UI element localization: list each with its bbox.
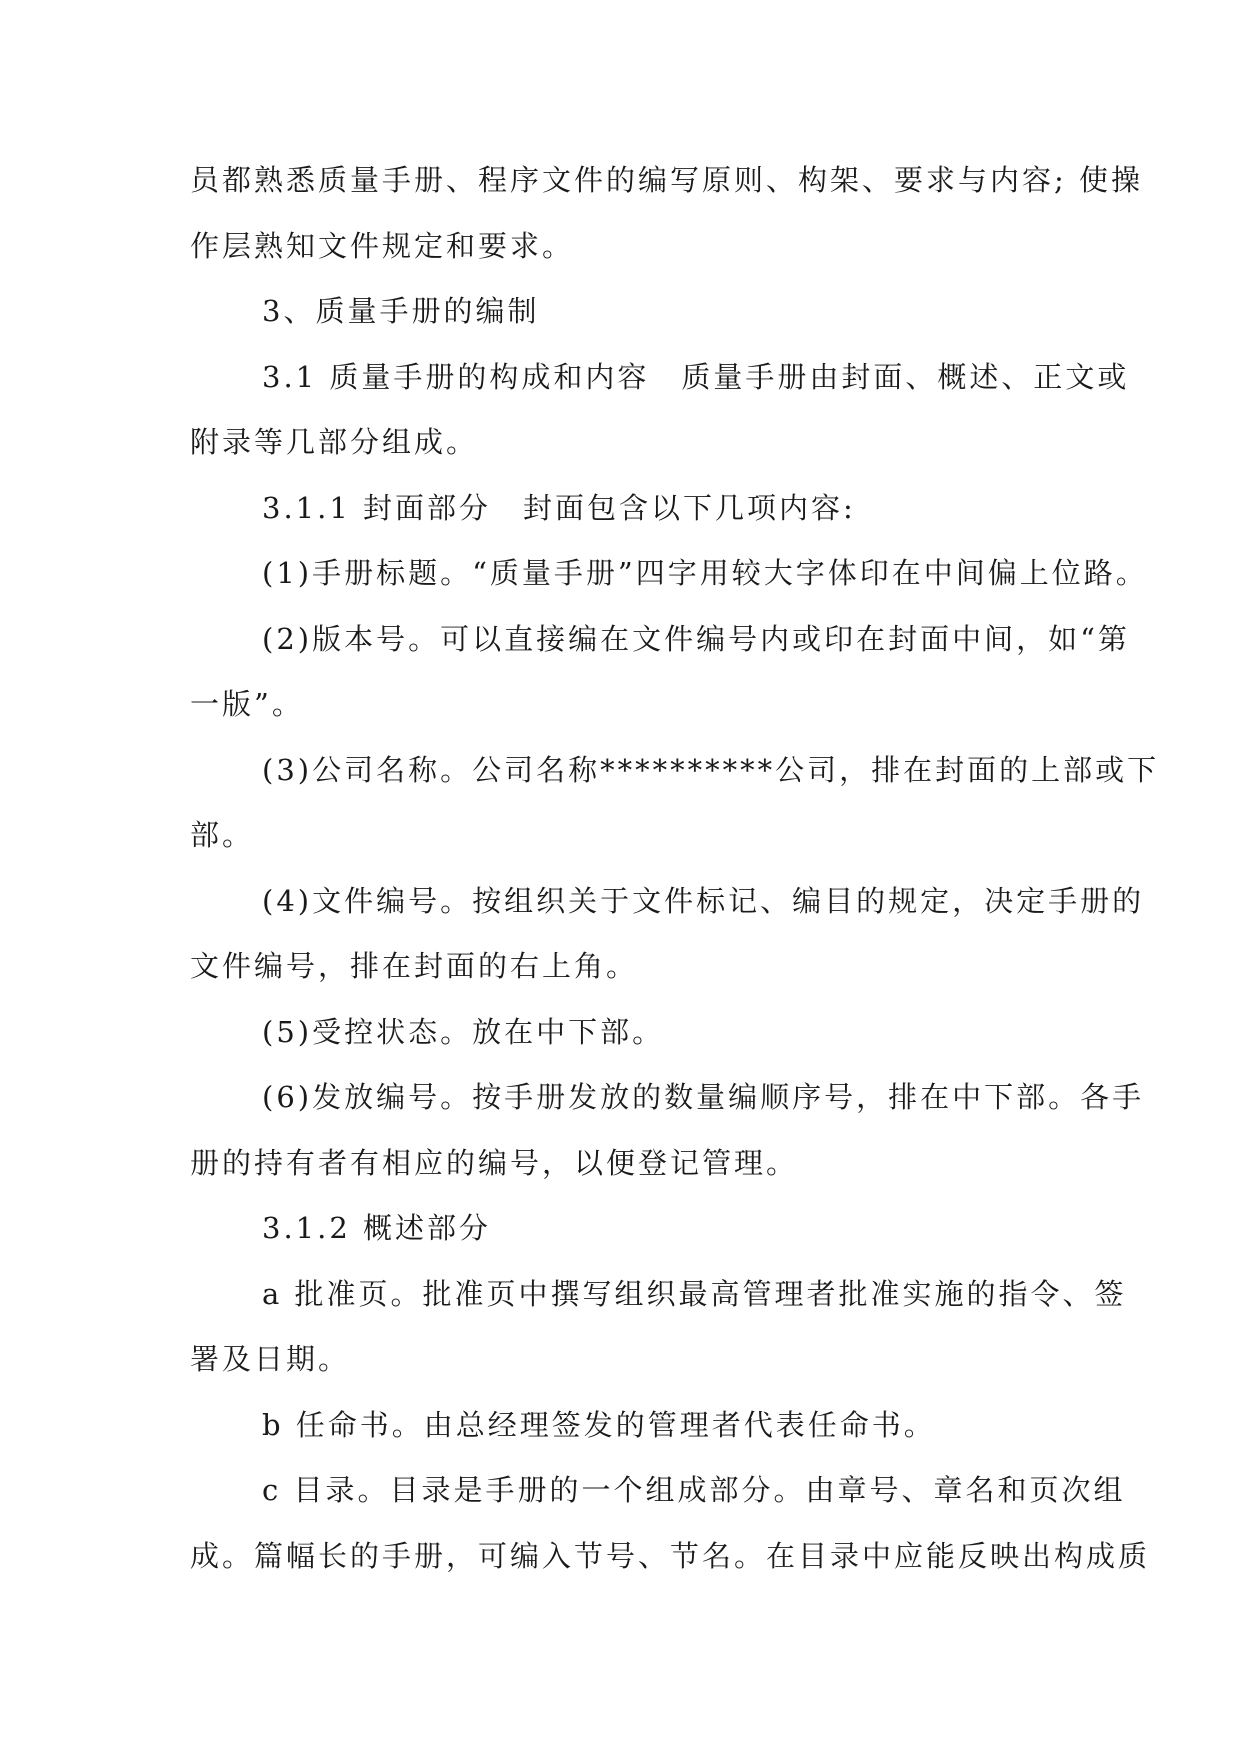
subsection-heading: 3.1.2 概述部分 <box>262 1211 492 1245</box>
subsection-heading: 3.1 质量手册的构成和内容 质量手册由封面、概述、正文或 <box>262 359 1130 394</box>
text-line: 作层熟知文件规定和要求。 <box>190 228 575 263</box>
list-item: b 任命书。由总经理签发的管理者代表任命书。 <box>262 1407 936 1442</box>
text-line: 文件编号，排在封面的右上角。 <box>190 949 639 983</box>
text-line: 一版”。 <box>190 687 304 721</box>
text-line: 附录等几部分组成。 <box>190 425 479 459</box>
list-item: a 批准页。批准页中撰写组织最高管理者批准实施的指令、签 <box>262 1276 1127 1311</box>
section-heading: 3、质量手册的编制 <box>262 294 540 328</box>
text-line: 册的持有者有相应的编号，以便登记管理。 <box>190 1145 799 1180</box>
list-item: (5)受控状态。放在中下部。 <box>262 1014 665 1049</box>
subsection-heading: 3.1.1 封面部分 封面包含以下几项内容: <box>262 490 856 525</box>
text-line: 成。篇幅长的手册，可编入节号、节名。在目录中应能反映出构成质 <box>190 1538 1151 1573</box>
text-line: 署及日期。 <box>190 1342 351 1376</box>
list-item: (2)版本号。可以直接编在文件编号内或印在封面中间，如“第 <box>262 621 1130 656</box>
document-page <box>190 148 1160 1589</box>
list-item: c 目录。目录是手册的一个组成部分。由章号、章名和页次组 <box>262 1473 1126 1507</box>
text-line: 员都熟悉质量手册、程序文件的编写原则、构架、要求与内容; 使操 <box>190 163 1143 197</box>
list-item: (4)文件编号。按组织关于文件标记、编目的规定，决定手册的 <box>262 883 1145 918</box>
list-item: (6)发放编号。按手册发放的数量编顺序号，排在中下部。各手 <box>262 1080 1145 1114</box>
list-item: (1)手册标题。“质量手册”四字用较大字体印在中间偏上位路。 <box>262 556 1148 590</box>
list-item: (3)公司名称。公司名称**********公司，排在封面的上部或下 <box>262 752 1160 787</box>
text-line: 部。 <box>190 818 255 852</box>
